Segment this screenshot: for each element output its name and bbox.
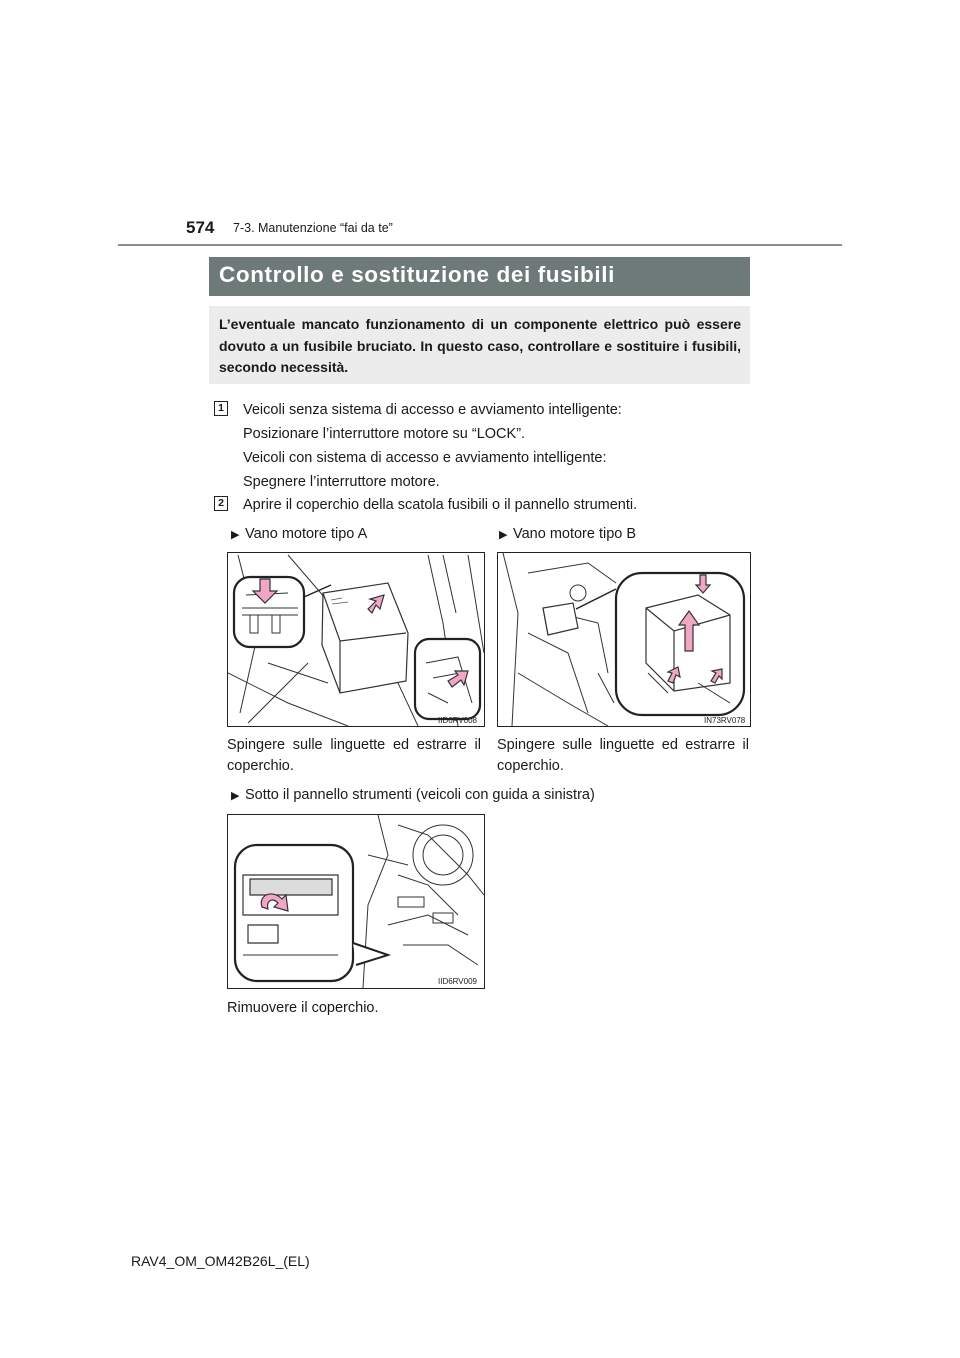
breadcrumb: 7-3. Manutenzione “fai da te” <box>233 221 393 235</box>
figure-a-heading: Vano motore tipo A <box>245 526 368 542</box>
step-number-1: 1 <box>214 401 228 416</box>
figure-a-code: IID6RV008 <box>438 716 477 725</box>
step-1-line-4: Spegnere l’interruttore motore. <box>243 474 440 490</box>
figure-c-illustration <box>227 814 485 989</box>
figure-c-code: IID6RV009 <box>438 977 477 986</box>
step-2-line-1: Aprire il coperchio della scatola fusibili o il pannello strumenti. <box>243 497 638 513</box>
header-divider <box>118 244 842 246</box>
figure-c-caption: Rimuovere il coperchio. <box>227 1000 379 1016</box>
figure-b-caption: Spingere sulle linguette ed estrarre il coperchio. <box>497 737 749 774</box>
page-number: 574 <box>186 218 215 237</box>
triangle-right-icon: ▶ <box>499 529 508 541</box>
figure-b-code: IN73RV078 <box>704 716 746 725</box>
figure-c-heading: Sotto il pannello strumenti (veicoli con guida a sinistra) <box>245 787 595 803</box>
figure-b-illustration <box>497 552 751 727</box>
fuse-box-type-b-drawing <box>498 553 750 726</box>
triangle-right-icon: ▶ <box>231 529 240 541</box>
instrument-panel-drawing <box>228 815 484 988</box>
page-title: Controllo e sostituzione dei fusibili <box>219 262 615 287</box>
step-1-line-3: Veicoli con sistema di accesso e avviamento intelligente: <box>243 450 607 466</box>
fuse-box-type-a-drawing <box>228 553 484 726</box>
document-code: RAV4_OM_OM42B26L_(EL) <box>131 1253 310 1269</box>
step-1-line-2: Posizionare l’interruttore motore su “LOCK”. <box>243 426 526 442</box>
triangle-right-icon: ▶ <box>231 790 240 802</box>
step-number-2: 2 <box>214 496 228 511</box>
step-1-line-1: Veicoli senza sistema di accesso e avviamento intelligente: <box>243 402 622 418</box>
figure-a-illustration <box>227 552 485 727</box>
figure-b-heading: Vano motore tipo B <box>513 526 637 542</box>
figure-a-caption: Spingere sulle linguette ed estrarre il coperchio. <box>227 737 481 774</box>
intro-text: L’eventuale mancato funzionamento di un componente elettrico può essere dovuto a un fusibile bruciato. In questo caso, controllare e sostituire i fusibili, secondo necessità. <box>219 316 741 375</box>
